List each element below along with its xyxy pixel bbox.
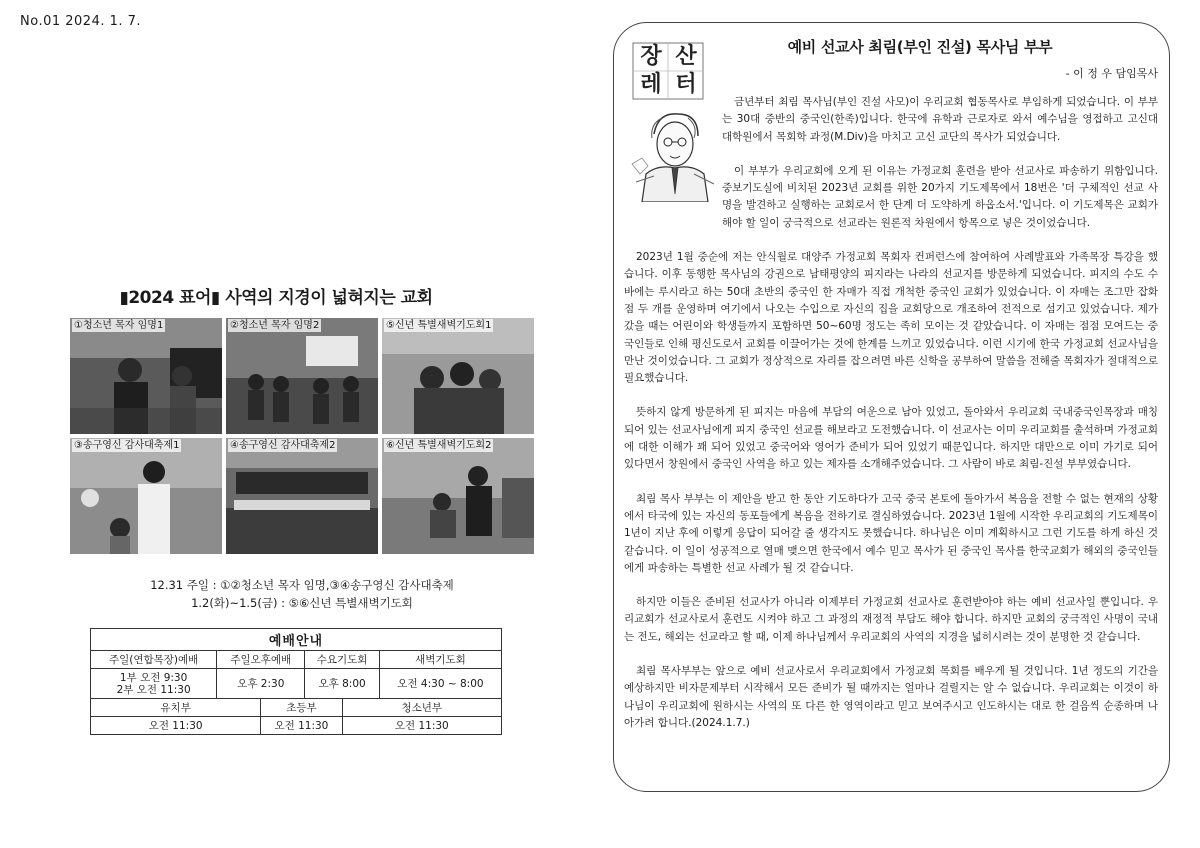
letter-paragraph-2: 이 부부가 우리교회에 오게 된 이유는 가정교회 훈련을 받아 선교사로 파송하기 위함입니다. 중보기도실에 비치된 2023년 교회를 위한 20가지 기도제목에서 18번은 '더 구체적인 선교 사명을 발견하고 실행하는 교회로서 한 단계 더 도약하게 하옵소서.'입니다. 이 기도제목은 교회가 해야 할 일이 궁극적으로 선교라는 원론적 차원에서 항목으로 넣은 것이었습니다. xyxy=(722,164,1158,229)
badge-char-4: 터 xyxy=(675,72,697,97)
schedule-header-wednesday: 수요기도회 xyxy=(305,651,380,669)
worship-schedule-table xyxy=(90,628,502,735)
badge-char-2: 산 xyxy=(675,44,697,69)
photo-grid xyxy=(70,318,534,554)
photo-1-image xyxy=(70,318,222,434)
letter-body xyxy=(624,90,1158,749)
dept-header-elementary: 초등부 xyxy=(261,699,342,717)
photo-6-image xyxy=(382,438,534,554)
letter-paragraph-7: 최림 목사부부는 앞으로 예비 선교사로서 우리교회에서 가정교회 목회를 배우게 될 것입니다. 1년 정도의 기간을 예상하지만 비자문제부터 시작해서 모든 준비가 될 때까지는 얼마나 걸릴지는 알 수 없습니다. 우리교회는 이것이 하나님이 우리교회에 원하시는 사역의 또 다른 한 영역이라고 믿고 보여주시고 인도하시는 대로 한 걸음씩 순종하며 나아가려 합니다.(2024.1.7.) xyxy=(624,665,1158,729)
schedule-header-afternoon: 주일오후예배 xyxy=(217,651,305,669)
schedule-time-afternoon: 오후 2:30 xyxy=(217,669,305,699)
dept-time-elementary: 오전 11:30 xyxy=(261,717,342,735)
photo-3-caption: ⑤신년 특별새벽기도회1 xyxy=(386,320,492,331)
schedule-time-wednesday: 오후 8:00 xyxy=(305,669,380,699)
letter-paragraph-1: 금년부터 최림 목사님(부인 진설 사모)이 우리교회 협동목사로 부임하게 되었습니다. 이 부부는 30대 중반의 중국인(한족)입니다. 한국에 유학과 근로자로 와서 예수님을 영접하고 고신대 대학원에서 목회학 과정(M.Div)을 마치고 고신 교단의 목사가 되었습니다. xyxy=(722,96,1158,143)
badge-char-3: 레 xyxy=(640,72,662,97)
photo-1 xyxy=(70,318,222,434)
photo-3-image xyxy=(382,318,534,434)
schedule-title: 예배안내 xyxy=(91,629,502,651)
dept-time-kindergarten: 오전 11:30 xyxy=(91,717,261,735)
photo-5-image xyxy=(226,438,378,554)
photo-4-image xyxy=(70,438,222,554)
letter-paragraph-4: 뜻하지 않게 방문하게 된 피지는 마음에 부담의 여운으로 남아 있었고, 돌아와서 우리교회 국내중국인목장과 매칭되어 있는 선교사님에게 피지 중국인 선교를 해보라고 도전했습니다. 이 선교사는 이미 우리교회를 출석하며 가정교회에 대한 이해가 꽤 되어 있었고 중국어와 영어가 준비가 되어 있었기 때문입니다. 하지만 대만으로 이미 가기로 되어 있다면서 창원에서 중국인 사역을 하고 있는 제자를 소개해주었습니다. 그 사람이 바로 최림-진설 부부였습니다. xyxy=(624,406,1158,471)
photo-4-caption: ③송구영신 감사대축제1 xyxy=(74,440,180,451)
photo-2-caption: ②청소년 목자 임명2 xyxy=(230,320,320,331)
sunday-service-2: 2부 오전 11:30 xyxy=(116,683,191,696)
badge-char-1: 장 xyxy=(640,44,662,69)
photo-4 xyxy=(70,438,222,554)
issue-number-date: No.01 2024. 1. 7. xyxy=(20,14,142,29)
schedule-header-sunday: 주일(연합목장)예배 xyxy=(91,651,217,669)
photo-5-caption: ④송구영신 감사대축제2 xyxy=(230,440,336,451)
photo-2 xyxy=(226,318,378,434)
sunday-service-1: 1부 오전 9:30 xyxy=(119,671,188,684)
schedule-time-dawn: 오전 4:30 ~ 8:00 xyxy=(379,669,501,699)
portrait-spacer xyxy=(624,90,722,218)
letter-author: - 이 정 우 담임목사 xyxy=(1065,67,1158,80)
photo-2-image xyxy=(226,318,378,434)
caption-line-2: 1.2(화)~1.5(금) : ⑤⑥신년 특별새벽기도회 xyxy=(191,596,413,610)
photo-captions xyxy=(70,576,534,612)
dept-time-youth: 오전 11:30 xyxy=(342,717,501,735)
letter-paragraph-3: 2023년 1월 중순에 저는 안식월로 대양주 가정교회 목회자 컨퍼런스에 참여하여 사례발표와 가족목장 특강을 했습니다. 이후 동행한 목사님의 강권으로 남태평양의 피지라는 나라의 선교지를 방문하게 되었습니다. 피지의 수도 수바에는 루시라고 하는 50대 초반의 중국인 한 자매가 직접 개척한 중국인 교회가 있었습니다. 이 자매는 조그만 잡화점 두 개를 운영하며 여기에서 나오는 수입으로 자신의 집을 교회당으로 개조하여 전적으로 섬기고 있었습니다. 제가 갔을 때는 어린이와 학생들까지 포함하면 50~60명 정도는 족히 모이는 것 같았습니다. 이 자매는 점점 모여드는 중국인들로 인해 평신도로서 교회를 이끌어가는 것에 한계를 느끼고 있었습니다. 이런 시기에 한국 가정교회 선교사님을 만난 것이었습니다. 그 교회가 정상적으로 자리를 잡으려면 바른 신학을 공부하여 말씀을 전해줄 목회자가 절대적으로 필요했습니다. xyxy=(624,251,1158,385)
caption-line-1: 12.31 주일 : ①②청소년 목자 임명,③④송구영신 감사대축제 xyxy=(150,578,454,592)
letter-paragraph-5: 최림 목사 부부는 이 제안을 받고 한 동안 기도하다가 고국 중국 본토에 돌아가서 복음을 전할 수 없는 현재의 상황에서 타국에 있는 자신의 동포들에게 복음을 전하기로 결심하였습니다. 2023년 1월에 시작한 우리교회의 기도제목이 1년이 지난 후에 이렇게 응답이 되어갈 줄 생각지도 못했습니다. 하나님은 이미 계획하시고 그런 기도를 하게 하신 것 같습니다. 이 일이 성공적으로 열매 맺으면 한국에서 예수 믿고 목사가 된 중국인 목사를 한국교회가 해외의 중국인들에게 파송하는 특별한 선교 사례가 될 것 같습니다. xyxy=(624,492,1158,574)
dept-header-kindergarten: 유치부 xyxy=(91,699,261,717)
letter-title: 예비 선교사 최림(부인 진설) 목사님 부부 xyxy=(787,38,1053,56)
photo-6-caption: ⑥신년 특별새벽기도회2 xyxy=(386,440,492,451)
schedule-header-dawn: 새벽기도회 xyxy=(379,651,501,669)
photo-5 xyxy=(226,438,378,554)
photo-1-caption: ①청소년 목자 임명1 xyxy=(74,320,164,331)
photo-3 xyxy=(382,318,534,434)
motto-heading: ▮2024 표어▮ 사역의 지경이 넓혀지는 교회 xyxy=(119,288,433,308)
letter-paragraph-6: 하지만 이들은 준비된 선교사가 아니라 이제부터 가정교회 선교사로 훈련받아야 하는 예비 선교사일 뿐입니다. 우리교회가 선교사로서 훈련도 시켜야 하고 그 과정의 재정적 부담도 해야 합니다. 하지만 교회의 궁극적인 사명이 국내는 전도, 해외는 선교라고 할 때, 이제 하나님께서 우리교회의 사역의 지경을 넓히시려는 것이 분명한 것 같습니다. xyxy=(624,596,1158,643)
schedule-time-sunday xyxy=(91,669,217,699)
dept-header-youth: 청소년부 xyxy=(342,699,501,717)
photo-6 xyxy=(382,438,534,554)
